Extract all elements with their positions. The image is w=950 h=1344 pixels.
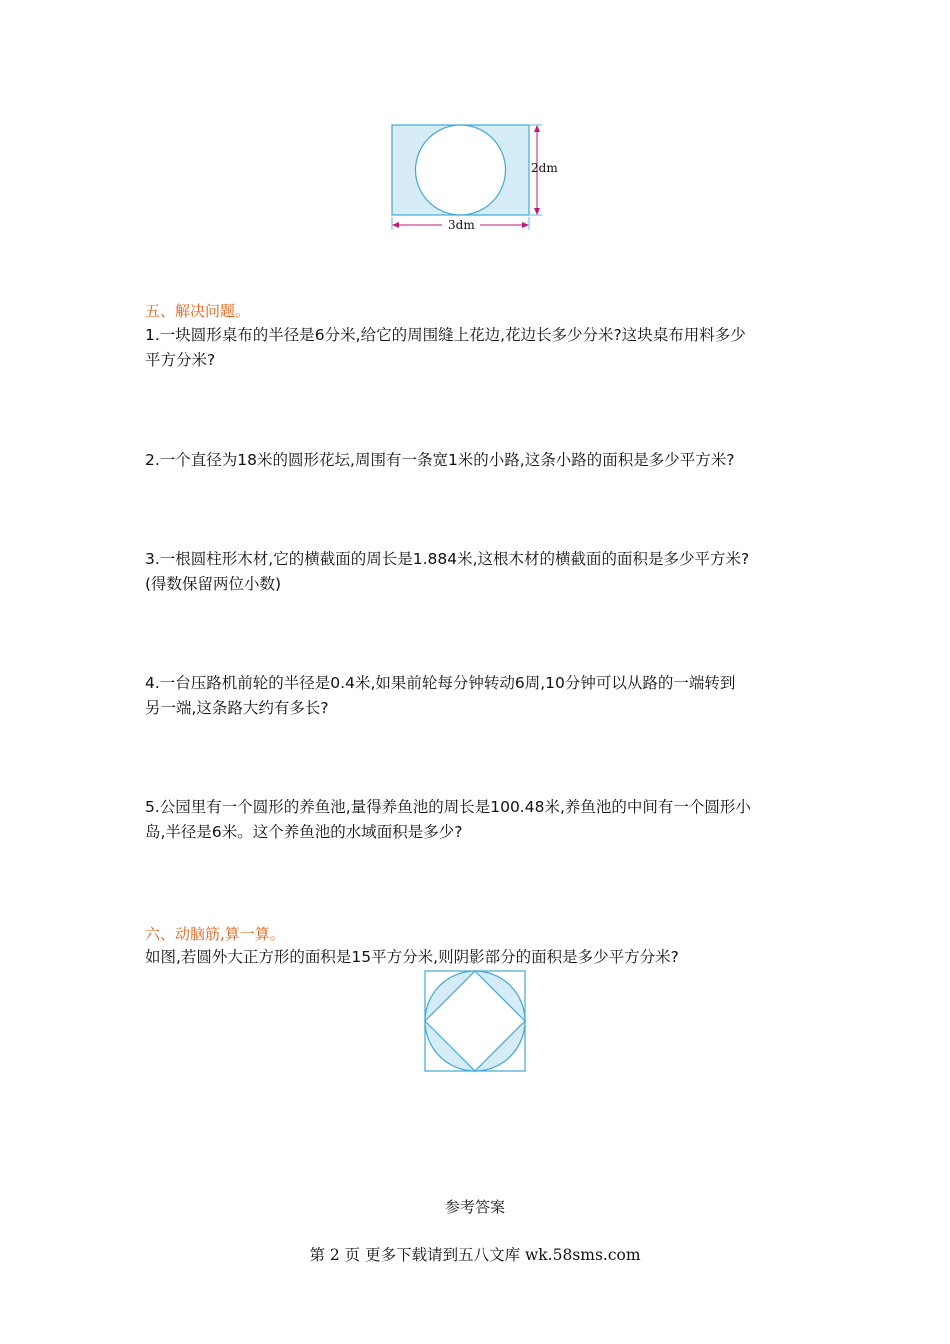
problem-3 (145, 547, 825, 597)
problem-3-line-1: 3.一根圆柱形木材,它的横截面的周长是1.884米,这根木材的横截面的面积是多少平方米? (145, 550, 750, 568)
problem-3-line-2: (得数保留两位小数) (145, 575, 282, 593)
problem-4 (145, 671, 825, 721)
arrow-left-icon (392, 222, 399, 228)
problem-5-line-1: 5.公园里有一个圆形的养鱼池,量得养鱼池的周长是100.48米,养鱼池的中间有一个圆形小 (145, 798, 751, 816)
problem-1-line-1: 1.一块圆形桌布的半径是6分米,给它的周围缝上花边,花边长多少分米?这块桌布用料多少 (145, 326, 746, 344)
problem-4-line-1: 4.一台压路机前轮的半径是0.4米,如果前轮每分钟转动6周,10分钟可以从路的一端转到 (145, 674, 736, 692)
problem-5-line-2: 岛,半径是6米。这个养鱼池的水域面积是多少? (145, 823, 463, 841)
problem-4-line-2: 另一端,这条路大约有多长? (145, 699, 329, 717)
rectangle-circle-figure (380, 115, 560, 240)
arrow-up-icon (534, 125, 540, 132)
section-5-title: 五、解决问题。 (145, 302, 251, 320)
problem-2 (145, 448, 825, 473)
arrow-down-icon (534, 208, 540, 215)
answer-title: 参考答案 (444, 1198, 505, 1216)
problem-1-line-2: 平方分米? (145, 351, 216, 369)
square-circle-figure (420, 967, 530, 1075)
height-label: 2dm (531, 161, 558, 175)
problem-2-line-1: 2.一个直径为18米的圆形花坛,周围有一条宽1米的小路,这条小路的面积是多少平方米? (145, 451, 735, 469)
page-footer: 第 2 页 更多下载请到五八文库 wk.58sms.com (309, 1246, 641, 1264)
problem-1 (145, 323, 825, 373)
inscribed-circle (416, 125, 506, 215)
width-label: 3dm (448, 218, 475, 232)
section-6-title: 六、动脑筋,算一算。 (145, 925, 285, 943)
problem-5 (145, 795, 825, 845)
arrow-right-icon (522, 222, 529, 228)
section-6-question: 如图,若圆外大正方形的面积是15平方分米,则阴影部分的面积是多少平方分米? (145, 948, 679, 966)
